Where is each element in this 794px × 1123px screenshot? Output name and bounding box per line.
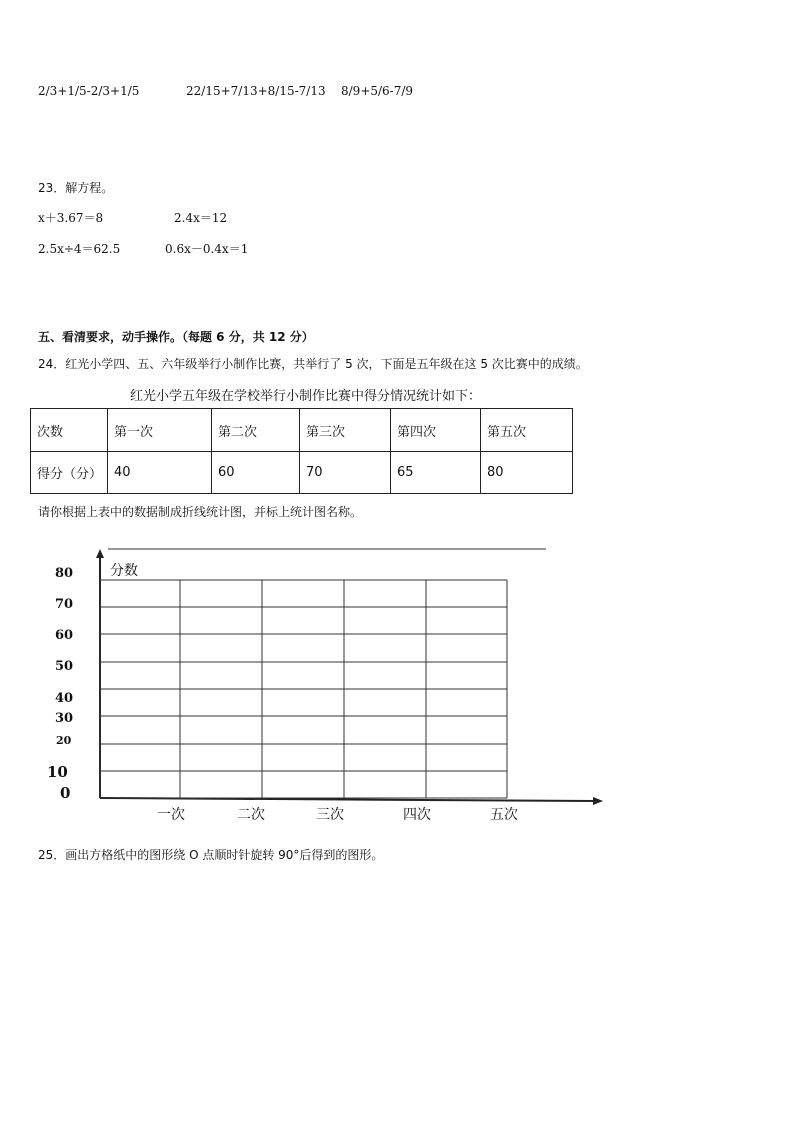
score-table xyxy=(30,408,573,494)
table-cell: 80 xyxy=(481,452,573,494)
q24-text: 24．红光小学四、五、六年级举行小制作比赛，共举行了 5 次，下面是五年级在这 5 次比赛中的成绩。 xyxy=(38,357,588,371)
y-tick-label: 10 xyxy=(47,763,68,781)
x-tick-label: 三次 xyxy=(316,807,344,823)
table-cell: 得分（分） xyxy=(31,452,108,494)
chart-grid-svg xyxy=(0,530,620,830)
table-cell: 第三次 xyxy=(300,409,391,452)
x-tick-label: 二次 xyxy=(237,807,265,823)
table-cell: 40 xyxy=(108,452,212,494)
q23-title: 23．解方程。 xyxy=(38,181,114,195)
y-tick-label: 70 xyxy=(55,597,74,612)
y-tick-label: 50 xyxy=(55,659,74,674)
table-cell: 第一次 xyxy=(108,409,212,452)
expression-3: 8/9+5/6-7/9 xyxy=(341,84,414,98)
grid-lines xyxy=(100,580,507,798)
expression-2: 22/15+7/13+8/15-7/13 xyxy=(186,84,326,98)
y-tick-label: 30 xyxy=(55,711,74,726)
y-axis-title: 分数 xyxy=(110,563,138,579)
grid-chart xyxy=(0,530,620,830)
table-cell: 第四次 xyxy=(391,409,481,452)
y-tick-label: 20 xyxy=(56,734,72,747)
q25-text: 25．画出方格纸中的图形绕 O 点顺时针旋转 90°后得到的图形。 xyxy=(38,848,384,862)
table-cell: 65 xyxy=(391,452,481,494)
section-5-title: 五、看清要求，动手操作。（每题 6 分，共 12 分） xyxy=(38,330,314,344)
equation-3: 2.5x÷4＝62.5 xyxy=(38,242,121,256)
x-tick-label: 五次 xyxy=(490,807,518,823)
y-tick-label: 0 xyxy=(60,784,71,802)
table-cell: 第二次 xyxy=(212,409,300,452)
x-tick-label: 一次 xyxy=(157,807,185,823)
y-axis-arrow xyxy=(96,549,104,558)
table-cell: 第五次 xyxy=(481,409,573,452)
equation-1: x＋3.67＝8 xyxy=(38,211,104,225)
table-cell: 60 xyxy=(212,452,300,494)
y-tick-label: 80 xyxy=(55,566,74,581)
table-row xyxy=(31,409,573,452)
x-tick-label: 四次 xyxy=(403,807,431,823)
expression-1: 2/3+1/5-2/3+1/5 xyxy=(38,84,140,98)
chart-instruction: 请你根据上表中的数据制成折线统计图，并标上统计图名称。 xyxy=(38,505,363,519)
table-cell: 70 xyxy=(300,452,391,494)
table-caption: 红光小学五年级在学校举行小制作比赛中得分情况统计如下： xyxy=(130,389,482,404)
x-axis-arrow xyxy=(593,797,603,805)
equation-4: 0.6x－0.4x＝1 xyxy=(165,242,249,256)
table-cell: 次数 xyxy=(31,409,108,452)
equation-2: 2.4x＝12 xyxy=(174,211,228,225)
y-tick-label: 40 xyxy=(55,691,74,706)
y-tick-label: 60 xyxy=(55,628,74,643)
table-row xyxy=(31,452,573,494)
